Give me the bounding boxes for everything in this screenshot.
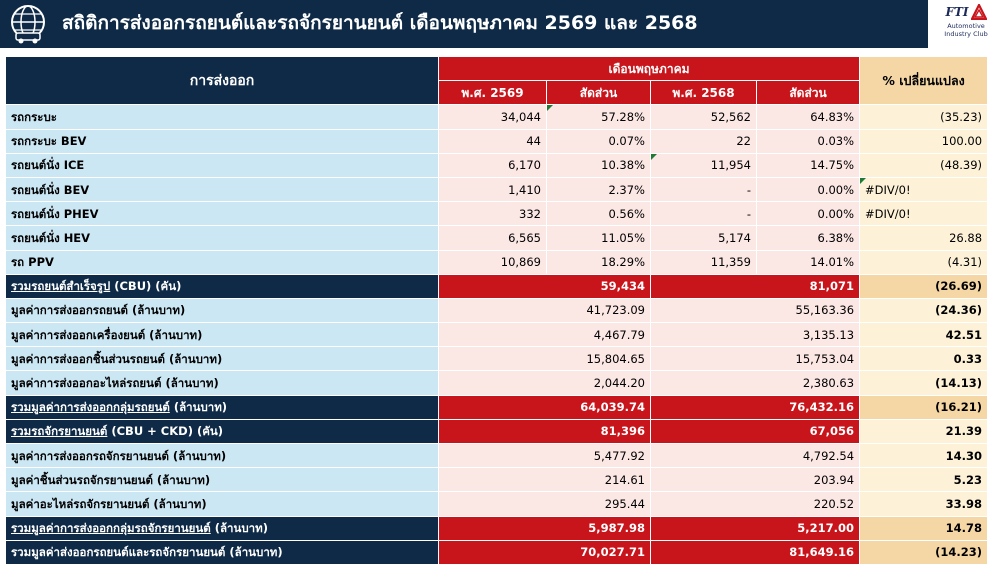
cell-change: #DIV/0!	[860, 202, 988, 226]
export-table-container	[5, 56, 987, 565]
total-label-rest: (ล้านบาท)	[210, 521, 268, 536]
total-2568: 67,056	[651, 419, 860, 443]
detail-row	[6, 250, 988, 274]
value-2569: 4,467.79	[439, 323, 651, 347]
row-label: รถยนต์นั่ง HEV	[6, 226, 439, 250]
cell-change: (24.36)	[860, 298, 988, 322]
total-label	[6, 516, 439, 540]
total-label-underlined: รวมมูลค่าการส่งออกกลุ่มรถจักรยานยนต์	[11, 521, 211, 536]
value-row	[6, 347, 988, 371]
cell-change: (14.13)	[860, 371, 988, 395]
total-label	[6, 274, 439, 298]
total-2569: 59,434	[439, 274, 651, 298]
cell-y1: 6,170	[439, 153, 547, 177]
export-table	[5, 56, 988, 565]
detail-row	[6, 177, 988, 201]
cell-change: 26.88	[860, 226, 988, 250]
row-label: รถยนต์นั่ง BEV	[6, 177, 439, 201]
total-label	[6, 419, 439, 443]
total-2568: 5,217.00	[651, 516, 860, 540]
value-row	[6, 323, 988, 347]
grand-total-2568: 81,649.16	[651, 540, 860, 564]
cell-y1: 10,869	[439, 250, 547, 274]
cell-change: 33.98	[860, 492, 988, 516]
value-row	[6, 492, 988, 516]
logo-subtitle-2: Industry Club	[944, 30, 988, 38]
cell-y1: 1,410	[439, 177, 547, 201]
cell-change: 5.23	[860, 468, 988, 492]
detail-row	[6, 226, 988, 250]
detail-row	[6, 153, 988, 177]
cell-s2: 0.00%	[757, 177, 860, 201]
cell-change: 0.33	[860, 347, 988, 371]
cell-s1: 10.38%	[547, 153, 651, 177]
value-2569: 295.44	[439, 492, 651, 516]
total-label	[6, 395, 439, 419]
logo-text: FTI	[945, 5, 969, 19]
moto-group-total-row	[6, 516, 988, 540]
cell-s2: 0.03%	[757, 129, 860, 153]
row-label: มูลค่าการส่งออกรถจักรยานยนต์ (ล้านบาท)	[6, 444, 439, 468]
cell-y2: 52,562	[651, 105, 757, 129]
total-2568: 76,432.16	[651, 395, 860, 419]
row-label: มูลค่าการส่งออกอะไหล่รถยนต์ (ล้านบาท)	[6, 371, 439, 395]
value-row	[6, 371, 988, 395]
total-label-underlined: รวมมูลค่าการส่งออกกลุ่มรถยนต์	[11, 400, 170, 415]
row-label: รถยนต์นั่ง PHEV	[6, 202, 439, 226]
cell-s1: 0.07%	[547, 129, 651, 153]
row-label: มูลค่าอะไหล่รถจักรยานยนต์ (ล้านบาท)	[6, 492, 439, 516]
value-2569: 41,723.09	[439, 298, 651, 322]
row-label: มูลค่าการส่งออกเครื่องยนต์ (ล้านบาท)	[6, 323, 439, 347]
total-2568: 81,071	[651, 274, 860, 298]
cell-s2: 64.83%	[757, 105, 860, 129]
cell-y2: 22	[651, 129, 757, 153]
share-2569-header: สัดส่วน	[547, 81, 651, 105]
cell-s2: 6.38%	[757, 226, 860, 250]
cell-s1: 2.37%	[547, 177, 651, 201]
page-title: สถิติการส่งออกรถยนต์และรถจักรยานยนต์ เดือนพฤษภาคม 2569 และ 2568	[62, 12, 698, 34]
row-label: รถกระบะ	[6, 105, 439, 129]
moto-total-row	[6, 419, 988, 443]
cell-s2: 0.00%	[757, 202, 860, 226]
value-row	[6, 444, 988, 468]
row-label: รถกระบะ BEV	[6, 129, 439, 153]
value-2569: 214.61	[439, 468, 651, 492]
logo-triangle-icon	[971, 4, 987, 20]
cell-s1: 18.29%	[547, 250, 651, 274]
value-2568: 15,753.04	[651, 347, 860, 371]
cell-s2: 14.01%	[757, 250, 860, 274]
total-change: (26.69)	[860, 274, 988, 298]
grand-total-2569: 70,027.71	[439, 540, 651, 564]
detail-row	[6, 105, 988, 129]
cell-y2: -	[651, 177, 757, 201]
year-2569-header: พ.ศ. 2569	[439, 81, 547, 105]
value-2568: 3,135.13	[651, 323, 860, 347]
logo-subtitle-1: Automotive	[947, 22, 985, 30]
total-2569: 5,987.98	[439, 516, 651, 540]
fti-logo	[934, 2, 998, 46]
globe-car-icon	[6, 2, 50, 46]
value-2569: 15,804.65	[439, 347, 651, 371]
total-label-rest: (CBU + CKD) (คัน)	[107, 424, 224, 439]
detail-row	[6, 202, 988, 226]
row-label: รถยนต์นั่ง ICE	[6, 153, 439, 177]
row-label: มูลค่าการส่งออกชิ้นส่วนรถยนต์ (ล้านบาท)	[6, 347, 439, 371]
detail-row	[6, 129, 988, 153]
cell-change: #DIV/0!	[860, 177, 988, 201]
car-group-total-row	[6, 395, 988, 419]
value-row	[6, 468, 988, 492]
value-2568: 220.52	[651, 492, 860, 516]
total-2569: 81,396	[439, 419, 651, 443]
value-2568: 4,792.54	[651, 444, 860, 468]
cell-change: (35.23)	[860, 105, 988, 129]
cell-y2: -	[651, 202, 757, 226]
year-2568-header: พ.ศ. 2568	[651, 81, 757, 105]
total-change: 14.78	[860, 516, 988, 540]
cell-s2: 14.75%	[757, 153, 860, 177]
cell-y1: 34,044	[439, 105, 547, 129]
cell-change: (4.31)	[860, 250, 988, 274]
grand-total-row	[6, 540, 988, 564]
cell-y2: 5,174	[651, 226, 757, 250]
total-change: (16.21)	[860, 395, 988, 419]
header-row-1	[6, 57, 988, 81]
value-2569: 5,477.92	[439, 444, 651, 468]
month-header: เดือนพฤษภาคม	[439, 57, 860, 81]
value-2568: 203.94	[651, 468, 860, 492]
export-header: การส่งออก	[6, 57, 439, 105]
total-2569: 64,039.74	[439, 395, 651, 419]
total-label-underlined: รวมรถจักรยานยนต์	[11, 424, 108, 439]
total-label-rest: (CBU) (คัน)	[110, 279, 182, 294]
row-label: มูลค่าชิ้นส่วนรถจักรยานยนต์ (ล้านบาท)	[6, 468, 439, 492]
cell-s1: 11.05%	[547, 226, 651, 250]
value-2569: 2,044.20	[439, 371, 651, 395]
value-2568: 2,380.63	[651, 371, 860, 395]
cell-s1: 0.56%	[547, 202, 651, 226]
cell-y2: 11,954	[651, 153, 757, 177]
header-bar	[0, 0, 928, 48]
row-label: มูลค่าการส่งออกรถยนต์ (ล้านบาท)	[6, 298, 439, 322]
change-header: % เปลี่ยนแปลง	[860, 57, 988, 105]
cell-y1: 6,565	[439, 226, 547, 250]
row-label: รถ PPV	[6, 250, 439, 274]
cbu-total-row	[6, 274, 988, 298]
cell-s1: 57.28%	[547, 105, 651, 129]
cell-change: 100.00	[860, 129, 988, 153]
cell-change: 14.30	[860, 444, 988, 468]
grand-total-change: (14.23)	[860, 540, 988, 564]
value-row	[6, 298, 988, 322]
cell-y2: 11,359	[651, 250, 757, 274]
share-2568-header: สัดส่วน	[757, 81, 860, 105]
value-2568: 55,163.36	[651, 298, 860, 322]
total-label-rest: (ล้านบาท)	[169, 400, 228, 415]
cell-change: 42.51	[860, 323, 988, 347]
cell-change: (48.39)	[860, 153, 988, 177]
cell-y1: 44	[439, 129, 547, 153]
grand-total-label: รวมมูลค่าส่งออกรถยนต์และรถจักรยานยนต์ (ล้านบาท)	[6, 540, 439, 564]
total-change: 21.39	[860, 419, 988, 443]
total-label-underlined: รวมรถยนต์สำเร็จรูป	[11, 279, 111, 294]
cell-y1: 332	[439, 202, 547, 226]
